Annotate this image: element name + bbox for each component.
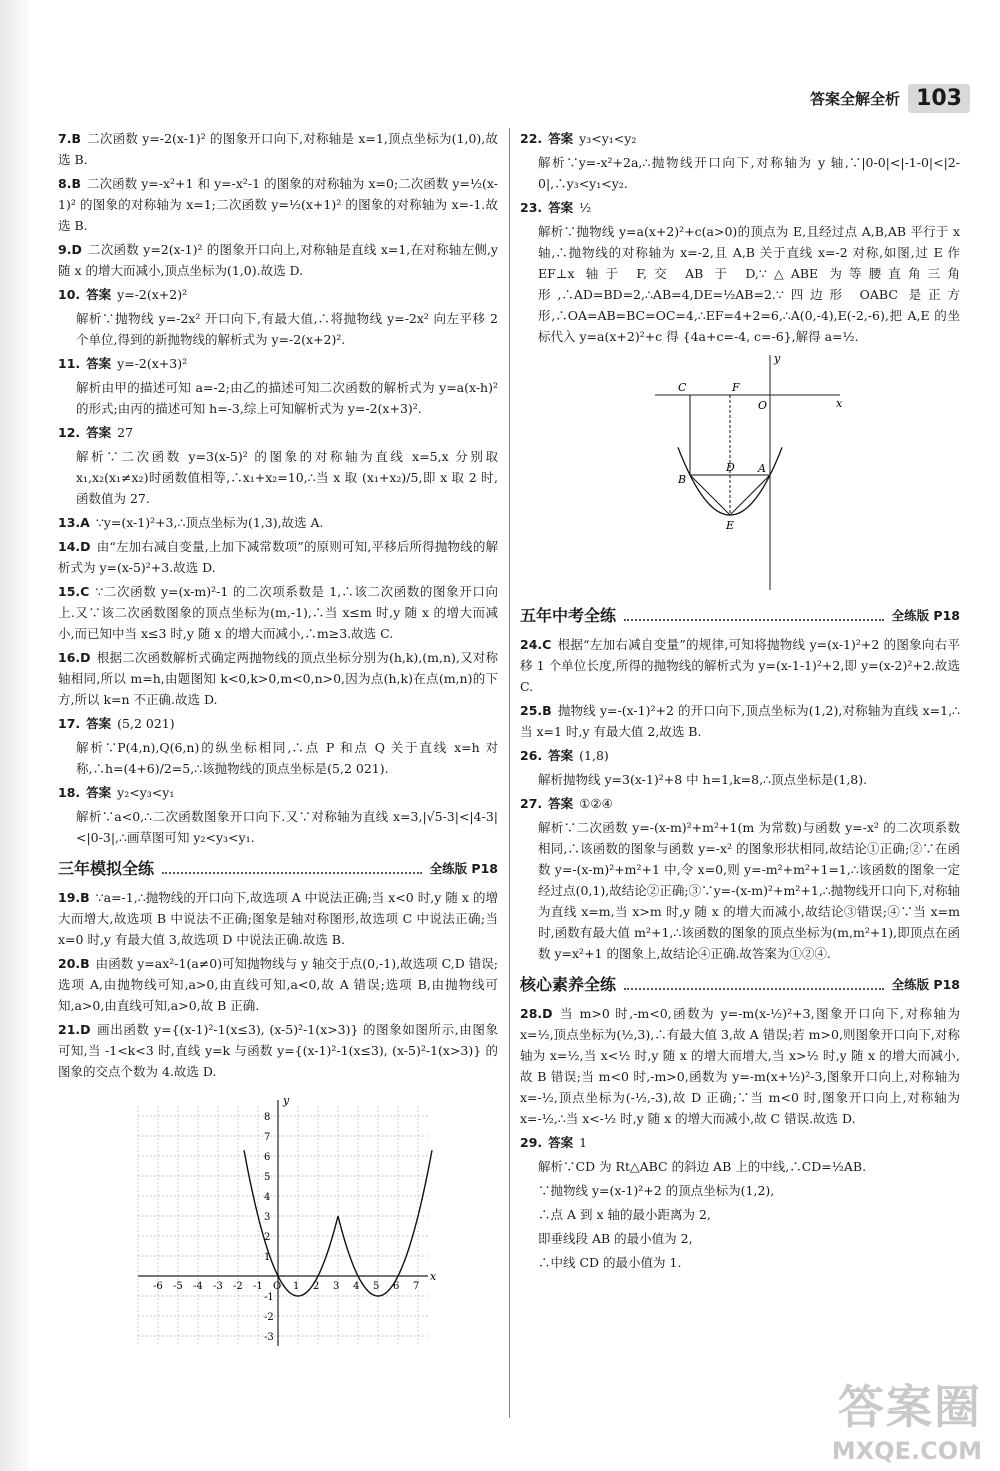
y-tick-label: 2 [264,1232,271,1243]
y-axis-label: y [283,1094,290,1107]
column-divider [509,128,510,1418]
answer-text: (5,2 021) [117,716,175,731]
question-number: 24.C [520,637,552,652]
answer-item [58,422,498,443]
answer-item [58,536,498,578]
section-ref: 全练版 P18 [891,977,960,992]
analysis-text: ∵抛物线 y=-2x² 开口向下,有最大值,∴将抛物线 y=-2x² 向左平移 2 个单位,得到的新抛物线的解析式为 y=-2(x+2)². [76,311,498,347]
answer-tag: 答案 [548,796,574,811]
right-answers-group-a [520,128,960,347]
answer-text: y=-2(x+3)² [117,356,188,371]
answer-tag: 答案 [86,287,112,302]
question-number: 23. [520,200,543,215]
answer-text: 二次函数 y=-2(x-1)² 的图象开口向下,对称轴是 x=1,顶点坐标为(1,0),故选 B. [58,131,498,167]
answer-item [520,745,960,766]
question-number: 17. [58,716,81,731]
question-number: 27. [520,796,543,811]
figure-label-D: D [726,461,735,474]
section-title: 核心素养全练 [520,975,617,994]
graph-q21 [128,1086,458,1346]
y-tick-label: 7 [264,1132,271,1143]
page-header [810,84,970,113]
answer-item [520,1132,960,1153]
answer-text: ½ [579,200,592,215]
analysis [76,308,498,350]
analysis-text: ∵P(4,n),Q(6,n)的纵坐标相同,∴点 P 和点 Q 关于直线 x=h 对称,∴h=(4+6)/2=5,∴该抛物线的顶点坐标是(5,2 021). [76,740,498,776]
section-dots [162,864,422,874]
question-number: 10. [58,287,81,302]
right-answers-group-b [520,634,960,964]
analysis-text: ∵y=-x²+2a,∴抛物线开口向下,对称轴为 y 轴,∵|0-0|<|-1-0|<|2-0|,∴y₃<y₁<y₂. [538,155,960,191]
analysis-line: ∴中线 CD 的最小值为 1. [538,1255,682,1270]
analysis-line: 即垂线段 AB 的最小值为 2, [538,1231,693,1246]
question-number: 15.C [58,584,90,599]
answer-tag: 答案 [548,1135,574,1150]
analysis-tag: 解析 [76,380,102,395]
answer-item [58,782,498,803]
question-number: 26. [520,748,543,763]
section-core-literacy [520,974,960,995]
analysis-line: ∵抛物线 y=(x-1)²+2 的顶点坐标为(1,2), [538,1183,775,1198]
x-tick-label: O [273,1281,282,1292]
left-column [58,128,498,1346]
x-tick-label: -4 [193,1281,203,1292]
x-tick-label: 2 [313,1281,320,1292]
watermark-url: MXQE.COM [831,1437,982,1465]
answer-tag: 答案 [86,425,112,440]
section-dots [624,980,884,990]
question-number: 8.B [58,176,81,191]
analysis-tag: 解析 [76,740,105,755]
analysis [76,446,498,509]
section-ref: 全练版 P18 [891,608,960,623]
answer-item [58,284,498,305]
answer-tag: 答案 [86,716,112,731]
section-title: 三年模拟全练 [58,859,155,878]
x-tick-label: 4 [353,1281,360,1292]
answer-text: 27 [117,425,134,440]
analysis-tag: 解析 [538,155,567,170]
answer-item [58,512,498,533]
question-number: 16.D [58,650,91,665]
analysis [76,377,498,419]
answer-text: 二次函数 y=2(x-1)² 的图象开口向上,对称轴是直线 x=1,在对称轴左侧,y 随 x 的增大而减小,顶点坐标为(1,0).故选 D. [58,242,498,278]
answer-item [58,713,498,734]
right-column [520,128,960,1276]
x-tick-label: -5 [173,1281,183,1292]
x-tick-label: 6 [393,1281,400,1292]
answer-text: 二次函数 y=-x²+1 和 y=-x²-1 的图象的对称轴为 x=0;二次函数 y=½(x-1)² 的图象的对称轴为 x=1;二次函数 y=½(x+1)² 的图象的对称轴为 x=-1.故选 B. [58,176,498,233]
x-tick-label: -2 [233,1281,243,1292]
y-tick-label: 1 [264,1252,271,1263]
section-title: 五年中考全练 [520,606,617,625]
analysis-line: ∴点 A 到 x 轴的最小距离为 2, [538,1207,711,1222]
analysis [538,817,960,964]
answer-item [520,1003,960,1129]
page-number: 103 [908,84,970,113]
answer-text: 由函数 y=ax²-1(a≠0)可知抛物线与 y 轴交于点(0,-1),故选项 C,D 错误;选项 A,由抛物线可知,a>0,由直线可知,a<0,故 A 错误;选项 B,由抛物线可知,a>0,由直线可知,a>0,故 B 正确. [58,956,498,1013]
figure-label-y: y [774,352,781,365]
y-tick-label: -1 [264,1292,274,1303]
answer-item [58,1019,498,1082]
analysis-tag: 解析 [538,224,564,239]
answer-text: y₃<y₁<y₂ [579,131,637,146]
analysis [538,769,960,790]
analysis-tag: 解析 [538,820,564,835]
x-tick-label: 5 [373,1281,380,1292]
analysis [538,1156,960,1177]
figure-label-B: B [678,473,687,486]
answer-text: 根据“左加右减自变量”的规律,可知将抛物线 y=(x-1)²+2 的图象向右平移 1 个单位长度,所得的抛物线的解析式为 y=(x-1-1)²+2,即 y=(x-2)²+2.故选 C. [520,637,960,694]
question-number: 29. [520,1135,543,1150]
figure-label-A: A [758,462,766,475]
x-tick-label: -6 [153,1281,163,1292]
answer-item [58,353,498,374]
watermark [832,1371,982,1465]
answer-text: y=-2(x+2)² [117,287,188,302]
x-tick-label: -3 [213,1281,223,1292]
answer-text: 根据二次函数解析式确定两抛物线的顶点坐标分别为(h,k),(m,n),又对称轴相同,所以 m=h,由题图知 k<0,k>0,m<0,n>0,因为点(h,k)在点(m,n)的下方,所以 k=n 不正确.故选 D. [58,650,498,707]
answer-tag: 答案 [86,356,112,371]
answer-item [58,581,498,644]
analysis-text: ∵二次函数 y=-(x-m)²+m²+1(m 为常数)与函数 y=-x² 的二次项系数相同,∴该函数的图象与函数 y=-x² 的图象形状相同,故结论①正确;②∵在函数 y=-(x-m)²+m²+1 中,令 x=0,则 y=-m²+m²+1=1,∴该函数的图象一定经过点(0,1),故结论②正确;③∵y=-(x-m)²+m²+1,∴抛物线开口向下,对称轴为直线 x=m,当 x>m 时,y 随 x 的增大而减小,故结论③错误;④∵当 x=m 时,函数有最大值 m²+1,∴该函数的图象的顶点坐标为(m,m²+1),即顶点在函数 y=x²+1 的图象上,故结论④正确.故答案为①②④. [538,820,960,961]
page-edge [0,0,28,1471]
answer-text: ∵a=-1,∴抛物线的开口向下,故选项 A 中说法正确;当 x<0 时,y 随 x 的增大而增大,故选项 B 中说法不正确;图象是轴对称图形,故选项 C 中说法正确;当 x=0 时,y 有最大值 3,故选项 D 中说法正确.故选 B. [58,890,498,947]
answer-item [520,634,960,697]
x-tick-label: -1 [253,1281,263,1292]
question-number: 25.B [520,703,552,718]
answer-item [58,173,498,236]
question-number: 13.A [58,515,90,530]
question-number: 11. [58,356,81,371]
answer-text: 当 m>0 时,-m<0,函数为 y=-m(x-½)²+3,图象开口向下,对称轴为 x=½,顶点坐标为(½,3),∴有最大值 3,故 A 错误;若 m>0,则图象开口向下,对称轴为 x=½,当 x<½ 时,y 随 x 的增大而增大,当 x>½ 时,y 随 x 的增大而减小,故 B 错误;当 m<0 时,-m>0,函数为 y=-m(x+½)²-3,图象开口向上,对称轴为 x=-½,顶点坐标为(-½,-3),故 D 正确;∵当 m<0 时,图象开口向上,对称轴为 x=-½,∴当 x<-½ 时,y 随 x 的增大而减小,故 C 错误.故选 D. [520,1006,960,1126]
figure-q23 [650,350,850,595]
analysis-text: ∵抛物线 y=a(x+2)²+c(a>0)的顶点为 E,且经过点 A,B,AB 平行于 x 轴,∴抛物线的对称轴为 x=-2,且 A,B 关于直线 x=-2 对称,如图,过 E 作 EF⊥x 轴于 F,交 AB 于 D,∵△ABE 为等腰直角三角形,∴AD=BD=2,∴AB=4,DE=½AB=2.∵四边形 OABC 是正方形,∴OA=AB=BC=OC=4,∴EF=4+2=6,∴A(0,-4),E(-2,-6),把 A,E 的坐标代入 y=a(x+2)²+c 得 {4a+c=-4, c=-6},解得 a=½. [538,224,960,344]
answer-item [58,647,498,710]
y-tick-label: 6 [264,1152,271,1163]
x-tick-label: 1 [293,1281,300,1292]
analysis [76,737,498,779]
segment-ae [730,475,770,515]
question-number: 22. [520,131,543,146]
y-tick-label: -2 [264,1312,274,1323]
answer-item [520,197,960,218]
answer-text: 由“左加右减自变量,上加下减常数项”的原则可知,平移后所得抛物线的解析式为 y=(x-5)²+3.故选 D. [58,539,498,575]
y-tick-label: 8 [264,1112,271,1123]
question-number: 14.D [58,539,91,554]
analysis-tag: 解析 [538,1159,564,1174]
analysis-text: ∵二次函数 y=3(x-5)² 的图象的对称轴为直线 x=5,x 分别取 x₁,x₂(x₁≠x₂)时函数值相等,∴x₁+x₂=10,∴当 x 取 (x₁+x₂)/5,即 x 取 2 时,函数值为 27. [76,449,498,506]
answer-text: ①②④ [579,796,613,811]
x-tick-label: 3 [333,1281,340,1292]
answer-text: ∵二次函数 y=(x-m)²-1 的二次项系数是 1,∴该二次函数的图象开口向上.又∵该二次函数图象的顶点坐标为(m,-1),∴当 x≤m 时,y 随 x 的增大而减小,而已知中当 x≤3 时,y 随 x 的增大而减小,∴m≥3.故选 C. [58,584,498,641]
question-number: 12. [58,425,81,440]
figure-label-O: O [758,399,768,412]
question-number: 21.D [58,1022,91,1037]
x-axis-label: x [430,1270,437,1283]
figure-label-x: x [836,397,843,410]
analysis-tag: 解析 [538,772,564,787]
question-number: 28.D [520,1006,553,1021]
section-dots [624,611,884,621]
answer-item [520,793,960,814]
section-ref: 全练版 P18 [429,861,498,876]
figure-label-C: C [678,381,687,394]
answer-tag: 答案 [548,131,574,146]
analysis-tag: 解析 [76,449,107,464]
answer-item [520,700,960,742]
answer-text: (1,8) [579,748,609,763]
right-answers-group-c [520,1003,960,1273]
analysis-text: ∵CD 为 Rt△ABC 的斜边 AB 上的中线,∴CD=½AB. [563,1159,867,1174]
answer-tag: 答案 [86,785,112,800]
watermark-text: 答案圈 [838,1380,982,1434]
question-number: 19.B [58,890,90,905]
answer-tag: 答案 [548,748,574,763]
analysis [538,152,960,194]
answer-text: 画出函数 y={(x-1)²-1(x≤3), (x-5)²-1(x>3)} 的图象如图所示,由图象可知,当 -1<k<3 时,直线 y=k 与函数 y={(x-1)²-1(x≤3), (x-5)²-1(x>3)} 的图象的交点个数为 4.故选 D. [58,1022,498,1079]
question-number: 7.B [58,131,81,146]
question-number: 18. [58,785,81,800]
answer-text: y₂<y₃<y₁ [117,785,175,800]
y-tick-label: 4 [264,1192,271,1203]
left-answers-group-b [58,887,498,1082]
answer-item [520,128,960,149]
left-answers-group-a [58,128,498,848]
answer-text: 1 [579,1135,588,1150]
answer-tag: 答案 [548,200,574,215]
x-tick-label: 7 [413,1281,420,1292]
analysis-text: ∵a<0,∴二次函数图象开口向下.又∵对称轴为直线 x=3,|√5-3|<|4-3|<|0-3|,∴画草图可知 y₂<y₃<y₁. [76,809,498,845]
header-title: 答案全解全析 [810,90,901,108]
figure-label-E: E [726,519,735,532]
y-tick-label: 3 [264,1212,271,1223]
answer-item [58,953,498,1016]
analysis-text: 抛物线 y=3(x-1)²+8 中 h=1,k=8,∴顶点坐标是(1,8). [563,772,868,787]
answer-item [58,128,498,170]
figure-label-F: F [732,381,740,394]
question-number: 9.D [58,242,82,257]
analysis [76,806,498,848]
analysis-text: 由甲的描述可知 a=-2;由乙的描述可知二次函数的解析式为 y=a(x-h)² 的形式;由丙的描述可知 h=-3,综上可知解析式为 y=-2(x+3)². [76,380,498,416]
answer-item [58,887,498,950]
y-tick-label: -3 [264,1332,274,1343]
y-tick-label: 5 [264,1172,271,1183]
answer-text: 抛物线 y=-(x-1)²+2 的开口向下,顶点坐标为(1,2),对称轴为直线 x=1,∴当 x=1 时,y 有最大值 2,故选 B. [520,703,960,739]
section-three-year [58,858,498,879]
section-five-year [520,605,960,626]
question-number: 20.B [58,956,90,971]
segment-be [690,475,730,515]
analysis-tag: 解析 [76,311,103,326]
answer-text: ∵y=(x-1)²+3,∴顶点坐标为(1,3),故选 A. [95,515,324,530]
analysis [538,221,960,347]
analysis-tag: 解析 [76,809,102,824]
answer-item [58,239,498,281]
